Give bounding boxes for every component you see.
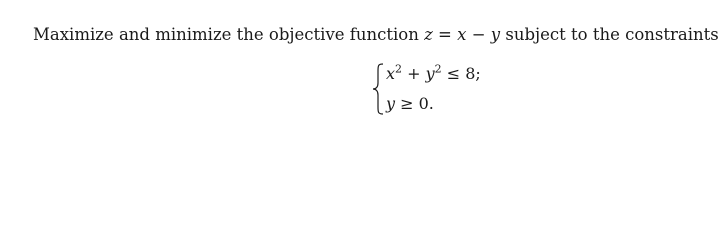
constraint1-plus: + <box>402 64 426 83</box>
constraint2-relation: ≥ 0. <box>395 94 434 113</box>
objective-x: x <box>457 25 467 44</box>
objective-minus: − <box>466 25 491 44</box>
constraint1-exponent-x: 2 <box>395 62 403 76</box>
constraint-circle <box>386 63 481 85</box>
constraint-halfplane <box>386 93 481 115</box>
objective-variable: z <box>424 25 433 44</box>
problem-lead-text: Maximize and minimize the objective function <box>33 25 425 44</box>
constraint1-y: y <box>425 64 435 83</box>
objective-y: y <box>490 25 501 44</box>
constraint2-y: y <box>386 94 396 113</box>
objective-equals: = <box>432 25 458 44</box>
left-brace <box>372 63 384 115</box>
constraint1-relation: ≤ 8; <box>441 64 481 83</box>
constraint-system <box>372 63 481 115</box>
constraint1-x: x <box>386 64 396 83</box>
problem-tail-text: subject to the constraints <box>500 25 719 44</box>
problem-statement <box>33 24 719 46</box>
constraint-lines <box>386 63 481 115</box>
constraint1-exponent-y: 2 <box>434 62 442 76</box>
